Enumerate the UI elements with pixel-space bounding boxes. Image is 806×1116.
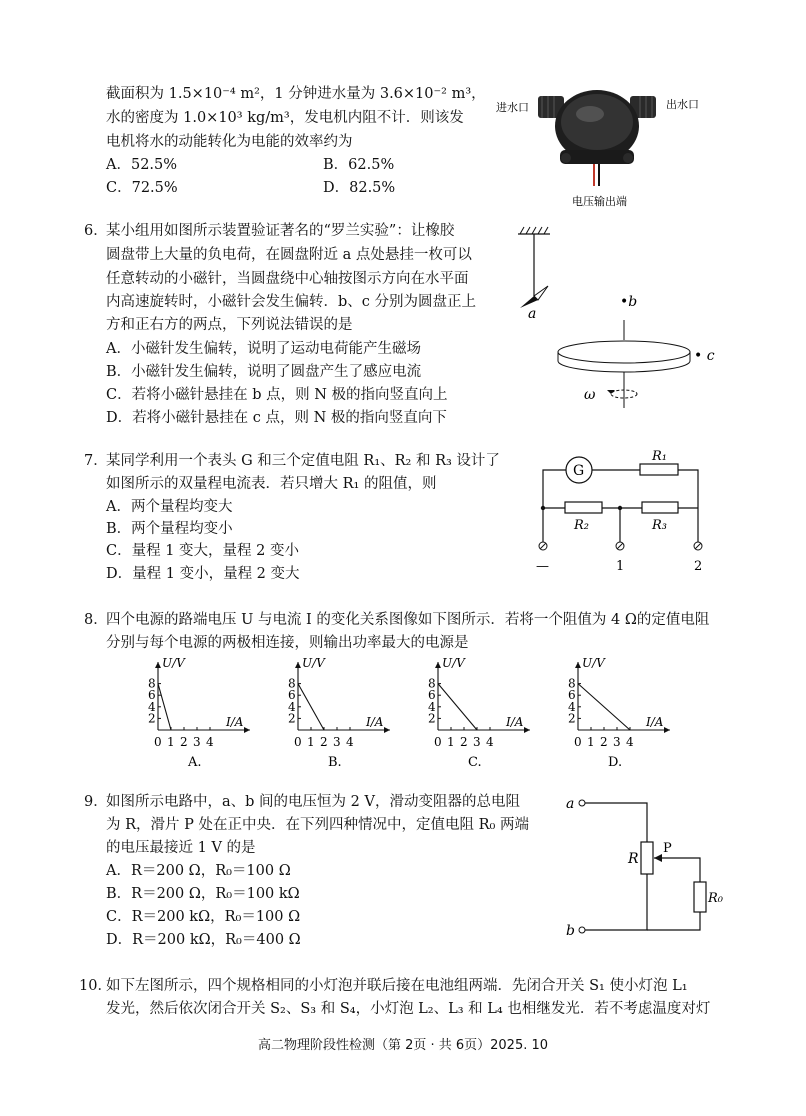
q7-circuit-figure <box>530 448 720 578</box>
x-tick-label: 1 <box>307 735 315 749</box>
r3-label: R₃ <box>652 518 667 533</box>
x-tick-label: 0 <box>154 735 162 749</box>
x-axis-label: I/A <box>226 715 244 729</box>
slider-label: P <box>663 841 672 856</box>
y-axis-arrow <box>435 662 441 668</box>
terminal-a-label: a <box>566 796 575 812</box>
x-tick-label: 4 <box>206 735 214 749</box>
q10-line-2: 发光，然后依次闭合开关 S₂、S₃ 和 S₄，小灯泡 L₂、L₃ 和 L₄ 也相继发光．若不考虑温度对灯 <box>106 1001 711 1017</box>
x-axis-label: I/A <box>366 715 384 729</box>
q10-line-1: 如下左图所示，四个规格相同的小灯泡并联后接在电池组两端．先闭合开关 S₁ 使小灯泡 L₁ <box>106 978 688 994</box>
point-a-label: a <box>528 306 537 322</box>
x-axis-arrow <box>524 727 530 733</box>
q9-option-d: D．R＝200 kΩ，R₀＝400 Ω <box>106 932 301 948</box>
x-tick-label: 2 <box>320 735 328 749</box>
q5-option-a: A．52.5% <box>106 157 178 173</box>
q7-line-2: 如图所示的双量程电流表．若只增大 R₁ 的阻值，则 <box>106 476 437 492</box>
x-tick-label: 0 <box>434 735 442 749</box>
q9-line-2: 为 R，滑片 P 处在正中央．在下列四种情况中，定值电阻 R₀ 两端 <box>106 817 529 833</box>
q5-generator-figure <box>490 78 720 213</box>
q5-line-2: 水的密度为 1.0×10³ kg/m³，发电机内阻不计．则该发 <box>106 110 464 126</box>
galvanometer-label: G <box>573 463 585 479</box>
q5-option-c: C．72.5% <box>106 180 178 196</box>
terminal-2-label: 2 <box>694 559 703 574</box>
q9-option-b: B．R＝200 Ω，R₀＝100 kΩ <box>106 886 300 902</box>
q7-option-c: C．量程 1 变大，量程 2 变小 <box>106 543 299 559</box>
x-tick-label: 2 <box>600 735 608 749</box>
inlet-label: 进水口 <box>496 101 529 114</box>
terminal-2-icon <box>694 542 702 550</box>
q8-ui-charts <box>130 652 690 770</box>
q9-number: 9． <box>84 794 108 810</box>
q8-line-1: 四个电源的路端电压 U 与电流 I 的变化关系图像如下图所示．若将一个阻值为 4 Ω的定值电阻 <box>106 612 710 628</box>
y-axis-label: U/V <box>302 656 325 670</box>
q6-line-5: 方和正右方的两点，下列说法错误的是 <box>106 317 353 333</box>
y-tick-label: 2 <box>428 711 436 726</box>
resistor-r1 <box>640 464 678 475</box>
resistor-r0 <box>694 882 706 912</box>
y-axis-label: U/V <box>582 656 605 670</box>
q6-option-b: B．小磁针发生偏转，说明了圆盘产生了感应电流 <box>106 364 422 380</box>
q9-option-c: C．R＝200 kΩ，R₀＝100 Ω <box>106 909 301 925</box>
y-tick-label: 6 <box>148 688 156 703</box>
q5-option-d: D．82.5% <box>323 180 396 196</box>
x-axis-arrow <box>244 727 250 733</box>
terminal-a-icon <box>579 800 585 806</box>
q9-option-a: A．R＝200 Ω，R₀＝100 Ω <box>106 863 291 879</box>
x-axis-label: I/A <box>646 715 664 729</box>
rheostat-label: R <box>628 851 639 867</box>
y-tick-label: 6 <box>568 688 576 703</box>
y-tick-label: 4 <box>568 699 576 714</box>
point-c-label: • c <box>694 348 715 364</box>
q7-number: 7． <box>84 453 108 469</box>
disk <box>558 341 690 372</box>
chart-caption: A. <box>188 755 202 770</box>
x-axis-label: I/A <box>506 715 524 729</box>
rotation-arrow-icon <box>607 390 637 398</box>
page-footer: 高二物理阶段性检测（第 2页 · 共 6页）2025. 10 <box>257 1038 549 1053</box>
x-tick-label: 0 <box>294 735 302 749</box>
x-tick-label: 4 <box>346 735 354 749</box>
chart-caption: C. <box>468 755 482 770</box>
ceiling-hatch <box>518 227 550 234</box>
y-tick-label: 4 <box>148 699 156 714</box>
x-tick-label: 2 <box>460 735 468 749</box>
y-axis-arrow <box>155 662 161 668</box>
y-axis-label: U/V <box>442 656 465 670</box>
q7-line-1: 某同学利用一个表头 G 和三个定值电阻 R₁、R₂ 和 R₃ 设计了 <box>106 453 500 469</box>
r2-label: R₂ <box>574 518 589 533</box>
q6-disk-figure <box>508 224 718 414</box>
slider-p-icon <box>654 854 662 862</box>
q7-option-b: B．两个量程均变小 <box>106 521 233 537</box>
terminal-minus-label: — <box>536 559 549 574</box>
q10-number: 10． <box>79 978 112 994</box>
y-tick-label: 8 <box>288 676 296 691</box>
terminal-b-icon <box>579 927 585 933</box>
output-wire-icon <box>594 164 599 186</box>
x-tick-label: 4 <box>626 735 634 749</box>
q6-line-2: 圆盘带上大量的负电荷，在圆盘附近 a 点处悬挂一枚可以 <box>106 247 472 263</box>
q5-line-1: 截面积为 1.5×10⁻⁴ m²，1 分钟进水量为 3.6×10⁻² m³， <box>106 86 486 102</box>
q6-number: 6． <box>84 223 108 239</box>
resistor-r3 <box>642 502 678 513</box>
series-line <box>298 684 324 730</box>
q7-option-d: D．量程 1 变小，量程 2 变大 <box>106 566 300 582</box>
generator-body-icon <box>538 90 656 164</box>
chart-caption: D. <box>608 755 623 770</box>
x-tick-label: 1 <box>587 735 595 749</box>
point-b-label: •b <box>620 294 638 310</box>
y-axis-arrow <box>295 662 301 668</box>
y-axis-arrow <box>575 662 581 668</box>
galvanometer <box>566 457 592 483</box>
y-tick-label: 8 <box>148 676 156 691</box>
x-tick-label: 3 <box>473 735 481 749</box>
y-tick-label: 6 <box>428 688 436 703</box>
y-tick-label: 2 <box>288 711 296 726</box>
output-label: 电压输出端 <box>572 195 627 208</box>
q8-number: 8． <box>84 612 108 628</box>
q6-line-1: 某小组用如图所示装置验证著名的“罗兰实验”：让橡胶 <box>106 223 455 239</box>
q7-option-a: A．两个量程均变大 <box>106 499 233 515</box>
y-axis-label: U/V <box>162 656 185 670</box>
x-tick-label: 1 <box>447 735 455 749</box>
x-axis-arrow <box>384 727 390 733</box>
q8-line-2: 分别与每个电源的两极相连接，则输出功率最大的电源是 <box>106 635 469 651</box>
q9-line-1: 如图所示电路中，a、b 间的电压恒为 2 V，滑动变阻器的总电阻 <box>106 794 520 810</box>
terminal-1-label: 1 <box>616 559 625 574</box>
series-line <box>578 684 630 730</box>
x-tick-label: 2 <box>180 735 188 749</box>
x-tick-label: 4 <box>486 735 494 749</box>
y-tick-label: 4 <box>288 699 296 714</box>
q6-option-c: C．若将小磁针悬挂在 b 点，则 N 极的指向竖直向上 <box>106 387 448 403</box>
x-tick-label: 3 <box>333 735 341 749</box>
terminal-b-label: b <box>566 923 575 939</box>
y-tick-label: 8 <box>568 676 576 691</box>
y-tick-label: 2 <box>568 711 576 726</box>
q6-line-3: 任意转动的小磁针，当圆盘绕中心轴按图示方向在水平面 <box>106 271 469 287</box>
y-tick-label: 6 <box>288 688 296 703</box>
q6-line-4: 内高速旋转时，小磁针会发生偏转．b、c 分别为圆盘正上 <box>106 294 477 310</box>
q5-option-b: B．62.5% <box>323 157 395 173</box>
x-tick-label: 1 <box>167 735 175 749</box>
x-tick-label: 0 <box>574 735 582 749</box>
y-tick-label: 2 <box>148 711 156 726</box>
series-line <box>438 684 477 730</box>
q9-line-3: 的电压最接近 1 V 的是 <box>106 840 256 856</box>
r1-label: R₁ <box>652 449 667 464</box>
q5-line-3: 电机将水的动能转化为电能的效率约为 <box>106 134 353 150</box>
y-tick-label: 8 <box>428 676 436 691</box>
terminal-minus-icon <box>539 542 547 550</box>
resistor-r2 <box>565 502 602 513</box>
omega-label: ω <box>584 387 596 403</box>
x-axis-arrow <box>664 727 670 733</box>
x-tick-label: 3 <box>613 735 621 749</box>
q9-circuit-figure <box>560 790 730 940</box>
chart-caption: B. <box>328 755 342 770</box>
q6-option-d: D．若将小磁针悬挂在 c 点，则 N 极的指向竖直向下 <box>106 410 447 426</box>
terminal-1-icon <box>616 542 624 550</box>
rheostat-r <box>641 842 653 874</box>
outlet-label: 出水口 <box>666 98 699 111</box>
x-tick-label: 3 <box>193 735 201 749</box>
r0-label: R₀ <box>708 891 723 906</box>
q6-option-a: A．小磁针发生偏转，说明了运动电荷能产生磁场 <box>106 341 421 357</box>
y-tick-label: 4 <box>428 699 436 714</box>
